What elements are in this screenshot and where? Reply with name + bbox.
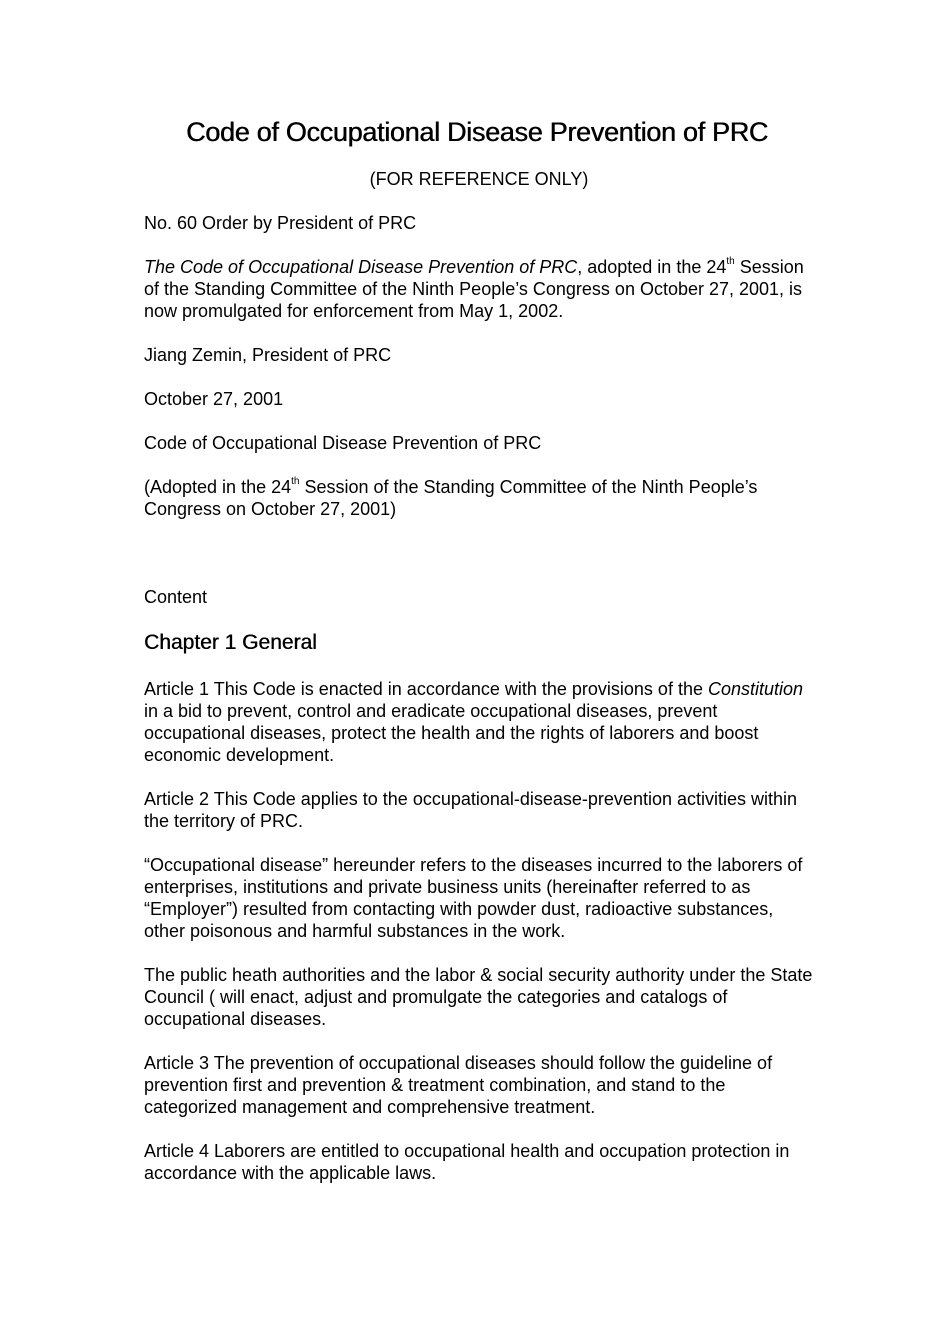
ordinal-suffix: th bbox=[291, 476, 300, 487]
adoption-text-a: (Adopted in the 24 bbox=[144, 477, 292, 497]
promulgation-text-b: Session of the Standing Committee of the Ninth People’s Congress on October 27, 2001, is now promulgated for enforcement from May 1, 2002. bbox=[144, 257, 804, 321]
italic-constitution: Constitution bbox=[707, 679, 804, 699]
order-line: No. 60 Order by President of PRC bbox=[144, 213, 417, 233]
promulgation-text-a: , adopted in the 24 bbox=[577, 257, 727, 277]
contents-label: Content bbox=[144, 587, 208, 607]
adoption-text-b: Session of the Standing Committee of the Ninth People’s Congress on October 27, 2001) bbox=[144, 477, 758, 519]
article-4: Article 4 Laborers are entitled to occupational health and occupation protection in accordance with the applicable laws. bbox=[144, 1141, 790, 1183]
code-name: Code of Occupational Disease Prevention of PRC bbox=[144, 433, 542, 453]
promulgation-paragraph bbox=[144, 256, 814, 322]
article-3: Article 3 The prevention of occupational diseases should follow the guideline of prevention first and prevention & treatment combination, and stand to the categorized management and comprehensive treatment. bbox=[144, 1053, 773, 1117]
italic-code-title: The Code of Occupational Disease Prevention of PRC bbox=[144, 257, 578, 277]
ordinal-suffix: th bbox=[726, 256, 735, 267]
article-1-text-a: Article 1 This Code is enacted in accordance with the provisions of the bbox=[144, 679, 708, 699]
signed-date: October 27, 2001 bbox=[144, 389, 284, 409]
article-2: Article 2 This Code applies to the occupational-disease-prevention activities within the territory of PRC. bbox=[144, 789, 798, 831]
adoption-note bbox=[144, 476, 814, 520]
reference-note: (FOR REFERENCE ONLY) bbox=[369, 169, 589, 189]
page-title: Code of Occupational Disease Prevention of PRC bbox=[185, 117, 769, 147]
article-1-text-b: in a bid to prevent, control and eradicate occupational diseases, prevent occupational diseases, protect the health and the rights of laborers and boost economic development. bbox=[144, 701, 759, 765]
signatory: Jiang Zemin, President of PRC bbox=[144, 345, 392, 365]
chapter-heading: Chapter 1 General bbox=[144, 631, 317, 654]
authorities-paragraph: The public heath authorities and the labor & social security authority under the State Council ( will enact, adjust and promulgate the categories and catalogs of occupational diseases. bbox=[144, 965, 813, 1029]
article-1 bbox=[144, 678, 814, 766]
occupational-disease-definition: “Occupational disease” hereunder refers to the diseases incurred to the laborers of enterprises, institutions and private business units (hereinafter referred to as “Employer”) resulted from contacting with powder dust, radioactive substances, other poisonous and harmful substances in the work. bbox=[144, 855, 803, 941]
document-body bbox=[144, 114, 814, 1184]
